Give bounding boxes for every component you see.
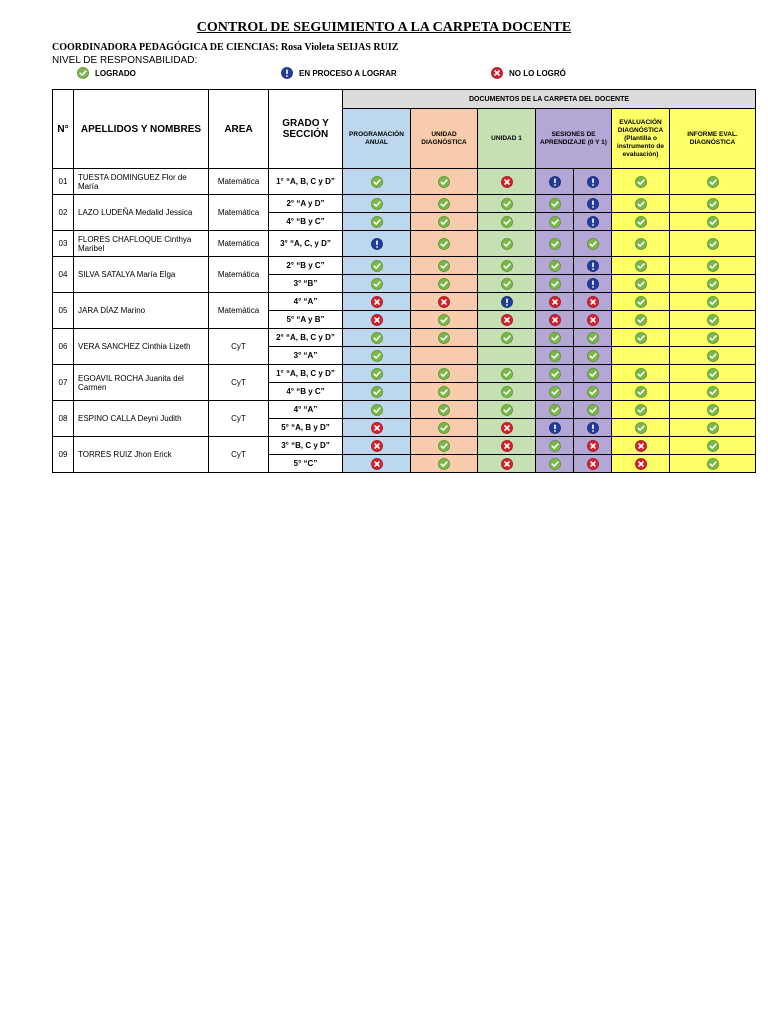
status-cell	[478, 419, 536, 437]
check-icon	[707, 386, 719, 398]
check-icon	[549, 216, 561, 228]
status-cell	[536, 347, 574, 365]
cross-icon	[501, 458, 513, 470]
status-cell	[612, 419, 670, 437]
header-sesiones: SESIONES DE APRENDIZAJE (0 Y 1)	[536, 109, 612, 169]
status-cell	[478, 293, 536, 311]
teacher-name: FLORES CHAFLOQUE Cinthya Maribel	[74, 231, 209, 257]
status-cell	[612, 383, 670, 401]
status-cell	[411, 213, 478, 231]
status-cell	[343, 293, 411, 311]
status-cell	[612, 293, 670, 311]
table-row	[53, 293, 756, 311]
status-cell	[670, 231, 756, 257]
status-cell	[574, 455, 612, 473]
table-row	[53, 401, 756, 419]
grado-seccion: 5° “A, B y D”	[269, 419, 343, 437]
check-icon	[587, 332, 599, 344]
status-cell	[536, 365, 574, 383]
status-cell	[411, 437, 478, 455]
status-cell	[411, 293, 478, 311]
status-cell	[478, 329, 536, 347]
status-cell	[411, 311, 478, 329]
grado-seccion: 3° “B”	[269, 275, 343, 293]
check-icon	[371, 278, 383, 290]
status-cell	[670, 169, 756, 195]
status-cell	[478, 437, 536, 455]
check-icon	[371, 176, 383, 188]
grado-seccion: 3° “B, C y D”	[269, 437, 343, 455]
teacher-name: EGOAVIL ROCHA Juanita del Carmen	[74, 365, 209, 401]
status-cell	[343, 347, 411, 365]
cross-icon	[587, 458, 599, 470]
status-cell	[411, 347, 478, 365]
status-cell	[612, 169, 670, 195]
check-icon	[635, 386, 647, 398]
table-row	[53, 437, 756, 455]
grado-seccion: 2° “B y C”	[269, 257, 343, 275]
status-cell	[411, 275, 478, 293]
status-cell	[574, 419, 612, 437]
header-unidad-1: UNIDAD 1	[478, 109, 536, 169]
check-icon	[549, 332, 561, 344]
status-cell	[536, 275, 574, 293]
status-cell	[478, 195, 536, 213]
check-icon	[707, 314, 719, 326]
check-icon	[371, 368, 383, 380]
status-cell	[574, 437, 612, 455]
cross-icon	[501, 176, 513, 188]
check-icon	[438, 386, 450, 398]
status-cell	[343, 169, 411, 195]
check-icon	[549, 404, 561, 416]
header-num: N°	[53, 90, 74, 169]
cross-icon	[587, 314, 599, 326]
grado-seccion: 4° “A”	[269, 293, 343, 311]
check-icon	[438, 216, 450, 228]
exclamation-icon	[549, 422, 561, 434]
grado-seccion: 1° “A, B, C y D”	[269, 365, 343, 383]
check-icon	[549, 198, 561, 210]
check-icon	[587, 238, 599, 250]
status-cell	[612, 329, 670, 347]
status-cell	[536, 455, 574, 473]
status-cell	[478, 347, 536, 365]
status-cell	[343, 311, 411, 329]
status-cell	[612, 195, 670, 213]
check-icon	[635, 278, 647, 290]
status-cell	[343, 419, 411, 437]
row-number: 03	[53, 231, 74, 257]
cross-icon	[371, 458, 383, 470]
status-cell	[411, 169, 478, 195]
status-cell	[478, 383, 536, 401]
check-icon	[438, 278, 450, 290]
legend-no-logro: NO LO LOGRÓ	[491, 67, 566, 79]
status-cell	[343, 213, 411, 231]
grado-seccion: 5° “C”	[269, 455, 343, 473]
exclamation-icon	[371, 238, 383, 250]
teacher-name: SILVA SATALYA María Elga	[74, 257, 209, 293]
status-cell	[411, 195, 478, 213]
row-number: 09	[53, 437, 74, 473]
status-cell	[478, 257, 536, 275]
check-icon	[707, 368, 719, 380]
check-icon	[501, 404, 513, 416]
teacher-area: Matemática	[209, 231, 269, 257]
status-cell	[536, 401, 574, 419]
grado-seccion: 3° “A”	[269, 347, 343, 365]
status-cell	[574, 257, 612, 275]
check-icon	[587, 386, 599, 398]
grado-seccion: 5° “A y B”	[269, 311, 343, 329]
teacher-area: Matemática	[209, 169, 269, 195]
teacher-name: VERA SANCHEZ Cinthia Lizeth	[74, 329, 209, 365]
status-cell	[536, 293, 574, 311]
check-icon	[587, 404, 599, 416]
status-cell	[612, 311, 670, 329]
cross-icon	[371, 314, 383, 326]
check-icon	[501, 198, 513, 210]
status-cell	[536, 329, 574, 347]
check-icon	[635, 176, 647, 188]
check-icon	[549, 386, 561, 398]
status-cell	[670, 455, 756, 473]
table-row	[53, 231, 756, 257]
status-cell	[478, 231, 536, 257]
status-cell	[478, 311, 536, 329]
table-row	[53, 169, 756, 195]
check-icon	[587, 368, 599, 380]
check-icon	[635, 404, 647, 416]
row-number: 08	[53, 401, 74, 437]
exclamation-icon	[587, 216, 599, 228]
teacher-area: CyT	[209, 329, 269, 365]
check-icon	[438, 458, 450, 470]
check-icon	[371, 332, 383, 344]
check-icon	[371, 260, 383, 272]
status-cell	[612, 231, 670, 257]
teacher-area: CyT	[209, 437, 269, 473]
status-cell	[536, 437, 574, 455]
status-cell	[411, 231, 478, 257]
status-cell	[670, 329, 756, 347]
status-cell	[343, 383, 411, 401]
status-cell	[343, 455, 411, 473]
grado-seccion: 4° “B y C”	[269, 383, 343, 401]
status-cell	[670, 383, 756, 401]
check-icon	[501, 216, 513, 228]
check-icon	[501, 260, 513, 272]
status-cell	[574, 169, 612, 195]
status-cell	[343, 257, 411, 275]
header-nombres: APELLIDOS Y NOMBRES	[74, 90, 209, 169]
check-icon	[549, 350, 561, 362]
exclamation-icon	[549, 176, 561, 188]
teacher-area: Matemática	[209, 195, 269, 231]
status-cell	[612, 275, 670, 293]
row-number: 07	[53, 365, 74, 401]
header-documentos: DOCUMENTOS DE LA CARPETA DEL DOCENTE	[343, 90, 756, 109]
teacher-name: JARA DÍAZ Marino	[74, 293, 209, 329]
cross-icon	[549, 314, 561, 326]
status-cell	[612, 257, 670, 275]
check-icon	[438, 260, 450, 272]
status-cell	[574, 231, 612, 257]
exclamation-icon	[587, 198, 599, 210]
status-cell	[612, 347, 670, 365]
status-cell	[478, 275, 536, 293]
check-icon	[501, 278, 513, 290]
status-cell	[478, 365, 536, 383]
cross-icon	[371, 296, 383, 308]
status-cell	[478, 455, 536, 473]
check-icon	[707, 238, 719, 250]
cross-icon	[549, 296, 561, 308]
check-icon	[549, 278, 561, 290]
status-cell	[670, 213, 756, 231]
status-cell	[612, 455, 670, 473]
status-cell	[536, 383, 574, 401]
cross-icon	[371, 440, 383, 452]
status-cell	[411, 365, 478, 383]
check-icon	[501, 332, 513, 344]
row-number: 06	[53, 329, 74, 365]
check-icon	[707, 458, 719, 470]
check-icon	[635, 314, 647, 326]
exclamation-icon	[587, 422, 599, 434]
check-icon	[77, 67, 89, 79]
check-icon	[707, 440, 719, 452]
cross-icon	[635, 458, 647, 470]
check-icon	[549, 238, 561, 250]
status-cell	[574, 293, 612, 311]
status-cell	[478, 213, 536, 231]
status-cell	[536, 169, 574, 195]
check-icon	[371, 386, 383, 398]
check-icon	[438, 198, 450, 210]
teacher-area: CyT	[209, 401, 269, 437]
header-grado: GRADO Y SECCIÓN	[269, 90, 343, 169]
status-cell	[343, 275, 411, 293]
cross-icon	[371, 422, 383, 434]
cross-icon	[635, 440, 647, 452]
table-row	[53, 257, 756, 275]
status-cell	[411, 455, 478, 473]
check-icon	[635, 260, 647, 272]
teacher-name: ESPINO CALLA Deyni Judith	[74, 401, 209, 437]
check-icon	[549, 458, 561, 470]
status-cell	[670, 347, 756, 365]
status-cell	[574, 195, 612, 213]
check-icon	[549, 368, 561, 380]
status-cell	[574, 329, 612, 347]
status-cell	[536, 231, 574, 257]
check-icon	[707, 350, 719, 362]
status-cell	[670, 257, 756, 275]
status-cell	[670, 293, 756, 311]
grado-seccion: 2° “A y D”	[269, 195, 343, 213]
status-cell	[574, 347, 612, 365]
check-icon	[438, 238, 450, 250]
status-cell	[670, 437, 756, 455]
check-icon	[587, 350, 599, 362]
check-icon	[635, 296, 647, 308]
status-cell	[670, 419, 756, 437]
check-icon	[635, 368, 647, 380]
coordinator-line: COORDINADORA PEDAGÓGICA DE CIENCIAS: Rosa Violeta SEIJAS RUIZ	[52, 42, 399, 53]
status-cell	[574, 275, 612, 293]
status-cell	[612, 437, 670, 455]
page-title: CONTROL DE SEGUIMIENTO A LA CARPETA DOCENTE	[196, 20, 572, 35]
status-cell	[612, 401, 670, 419]
teacher-name: LAZO LUDEÑA Medalid Jessica	[74, 195, 209, 231]
check-icon	[635, 238, 647, 250]
status-cell	[574, 311, 612, 329]
table-row	[53, 195, 756, 213]
check-icon	[501, 386, 513, 398]
row-number: 04	[53, 257, 74, 293]
check-icon	[371, 350, 383, 362]
check-icon	[438, 176, 450, 188]
status-cell	[536, 311, 574, 329]
teacher-name: TORRES RUIZ Jhon Erick	[74, 437, 209, 473]
header-informe: INFORME EVAL. DIAGNÓSTICA	[670, 109, 756, 169]
grado-seccion: 4° “B y C”	[269, 213, 343, 231]
status-cell	[574, 383, 612, 401]
row-number: 05	[53, 293, 74, 329]
check-icon	[371, 404, 383, 416]
check-icon	[707, 198, 719, 210]
check-icon	[438, 368, 450, 380]
check-icon	[438, 422, 450, 434]
row-number: 02	[53, 195, 74, 231]
cross-icon	[501, 422, 513, 434]
check-icon	[438, 440, 450, 452]
check-icon	[707, 278, 719, 290]
status-cell	[411, 329, 478, 347]
cross-icon	[491, 67, 503, 79]
check-icon	[438, 404, 450, 416]
exclamation-icon	[501, 296, 513, 308]
teacher-area: Matemática	[209, 257, 269, 293]
teacher-area: Matemática	[209, 293, 269, 329]
exclamation-icon	[587, 278, 599, 290]
check-icon	[635, 198, 647, 210]
row-number: 01	[53, 169, 74, 195]
status-cell	[343, 401, 411, 419]
check-icon	[501, 368, 513, 380]
cross-icon	[501, 314, 513, 326]
table-row	[53, 365, 756, 383]
check-icon	[438, 332, 450, 344]
status-cell	[411, 419, 478, 437]
check-icon	[707, 422, 719, 434]
check-icon	[501, 238, 513, 250]
header-evaluacion: EVALUACIÓN DIAGNÓSTICA (Plantilla o instrumento de evaluación)	[612, 109, 670, 169]
status-cell	[343, 329, 411, 347]
check-icon	[707, 296, 719, 308]
status-cell	[670, 195, 756, 213]
check-icon	[707, 176, 719, 188]
status-cell	[411, 401, 478, 419]
status-cell	[343, 365, 411, 383]
cross-icon	[438, 296, 450, 308]
exclamation-icon	[587, 260, 599, 272]
status-cell	[478, 401, 536, 419]
header-programacion: PROGRAMACIÓN ANUAL	[343, 109, 411, 169]
legend-logrado: LOGRADO	[77, 67, 136, 79]
check-icon	[707, 260, 719, 272]
check-icon	[707, 332, 719, 344]
teacher-area: CyT	[209, 365, 269, 401]
check-icon	[549, 260, 561, 272]
status-cell	[574, 401, 612, 419]
status-cell	[343, 195, 411, 213]
control-table	[52, 89, 756, 473]
check-icon	[707, 216, 719, 228]
status-cell	[411, 257, 478, 275]
grado-seccion: 3° “A, C, y D”	[269, 231, 343, 257]
status-cell	[536, 419, 574, 437]
check-icon	[635, 422, 647, 434]
status-cell	[670, 275, 756, 293]
grado-seccion: 1° “A, B, C y D”	[269, 169, 343, 195]
status-cell	[411, 383, 478, 401]
status-cell	[670, 365, 756, 383]
status-cell	[574, 213, 612, 231]
teacher-name: TUESTA DOMINGUEZ Flor de María	[74, 169, 209, 195]
grado-seccion: 4° “A”	[269, 401, 343, 419]
exclamation-icon	[281, 67, 293, 79]
status-cell	[343, 231, 411, 257]
check-icon	[707, 404, 719, 416]
check-icon	[635, 332, 647, 344]
cross-icon	[587, 440, 599, 452]
header-area: AREA	[209, 90, 269, 169]
status-cell	[612, 213, 670, 231]
check-icon	[549, 440, 561, 452]
status-cell	[478, 169, 536, 195]
nivel-label: NIVEL DE RESPONSABILIDAD:	[52, 55, 198, 66]
exclamation-icon	[587, 176, 599, 188]
header-unidad-diagnostica: UNIDAD DIAGNÓSTICA	[411, 109, 478, 169]
check-icon	[371, 216, 383, 228]
status-cell	[574, 365, 612, 383]
check-icon	[371, 198, 383, 210]
status-cell	[670, 311, 756, 329]
check-icon	[438, 314, 450, 326]
status-cell	[612, 365, 670, 383]
status-cell	[536, 257, 574, 275]
table-row	[53, 329, 756, 347]
status-cell	[536, 213, 574, 231]
legend-proceso: EN PROCESO A LOGRAR	[281, 67, 397, 79]
cross-icon	[501, 440, 513, 452]
status-cell	[343, 437, 411, 455]
check-icon	[635, 216, 647, 228]
status-cell	[670, 401, 756, 419]
status-cell	[536, 195, 574, 213]
cross-icon	[587, 296, 599, 308]
grado-seccion: 2° “A, B, C y D”	[269, 329, 343, 347]
